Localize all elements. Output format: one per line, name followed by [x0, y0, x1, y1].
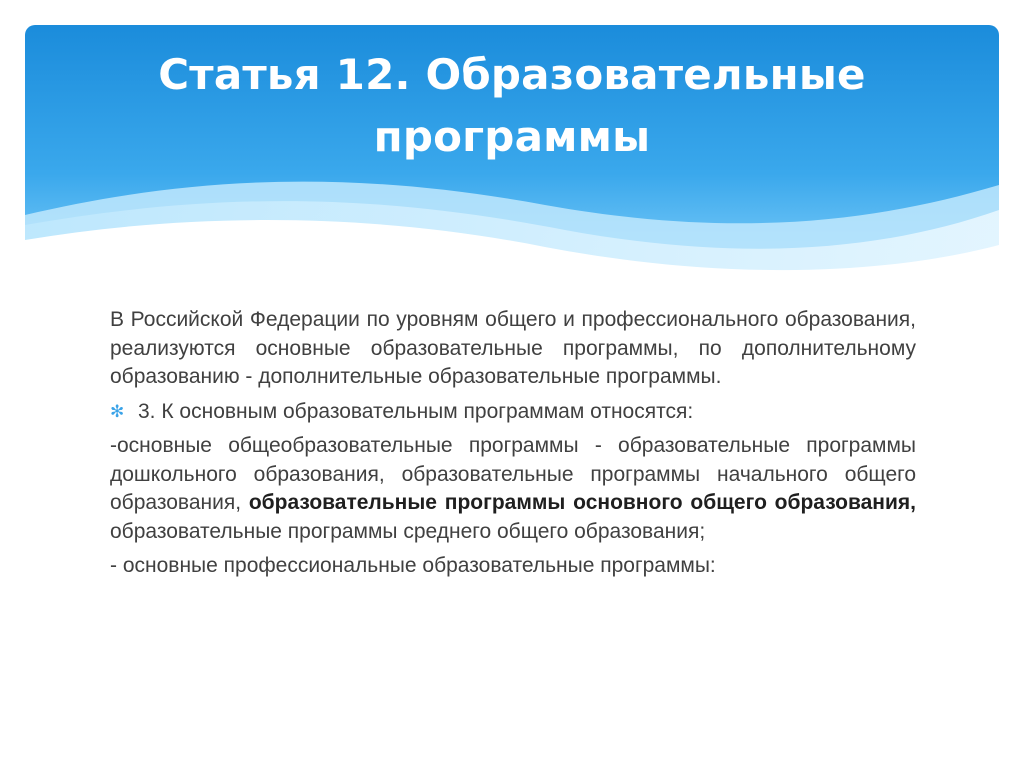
program-list-part-3: образовательные программы среднего общего образования; — [110, 519, 706, 543]
bullet-item — [110, 398, 916, 427]
slide-title — [25, 44, 999, 168]
slide-body — [110, 306, 916, 587]
paragraph-intro: В Российской Федерации по уровням общего и профессионального образования, реализуются основные образовательные программы, по дополнительному образованию - дополнительные образовательные программы. — [110, 308, 916, 388]
paragraph-program-list — [110, 432, 916, 546]
bullet-text: 3. К основным образовательным программам относятся: — [138, 399, 694, 423]
paragraph-professional: - основные профессиональные образовательные программы: — [110, 554, 716, 577]
program-list-bold: образовательные программы основного общего образования, — [248, 491, 916, 514]
program-list-part-1: -основные общеобразовательные программы - образовательные программы дошкольного образования, образовательные программы начального общего образования, — [110, 434, 916, 514]
title-line-2: программы — [373, 112, 651, 161]
title-line-1: Статья 12. Образовательные — [158, 50, 866, 99]
asterisk-icon: ✻ — [110, 401, 125, 422]
